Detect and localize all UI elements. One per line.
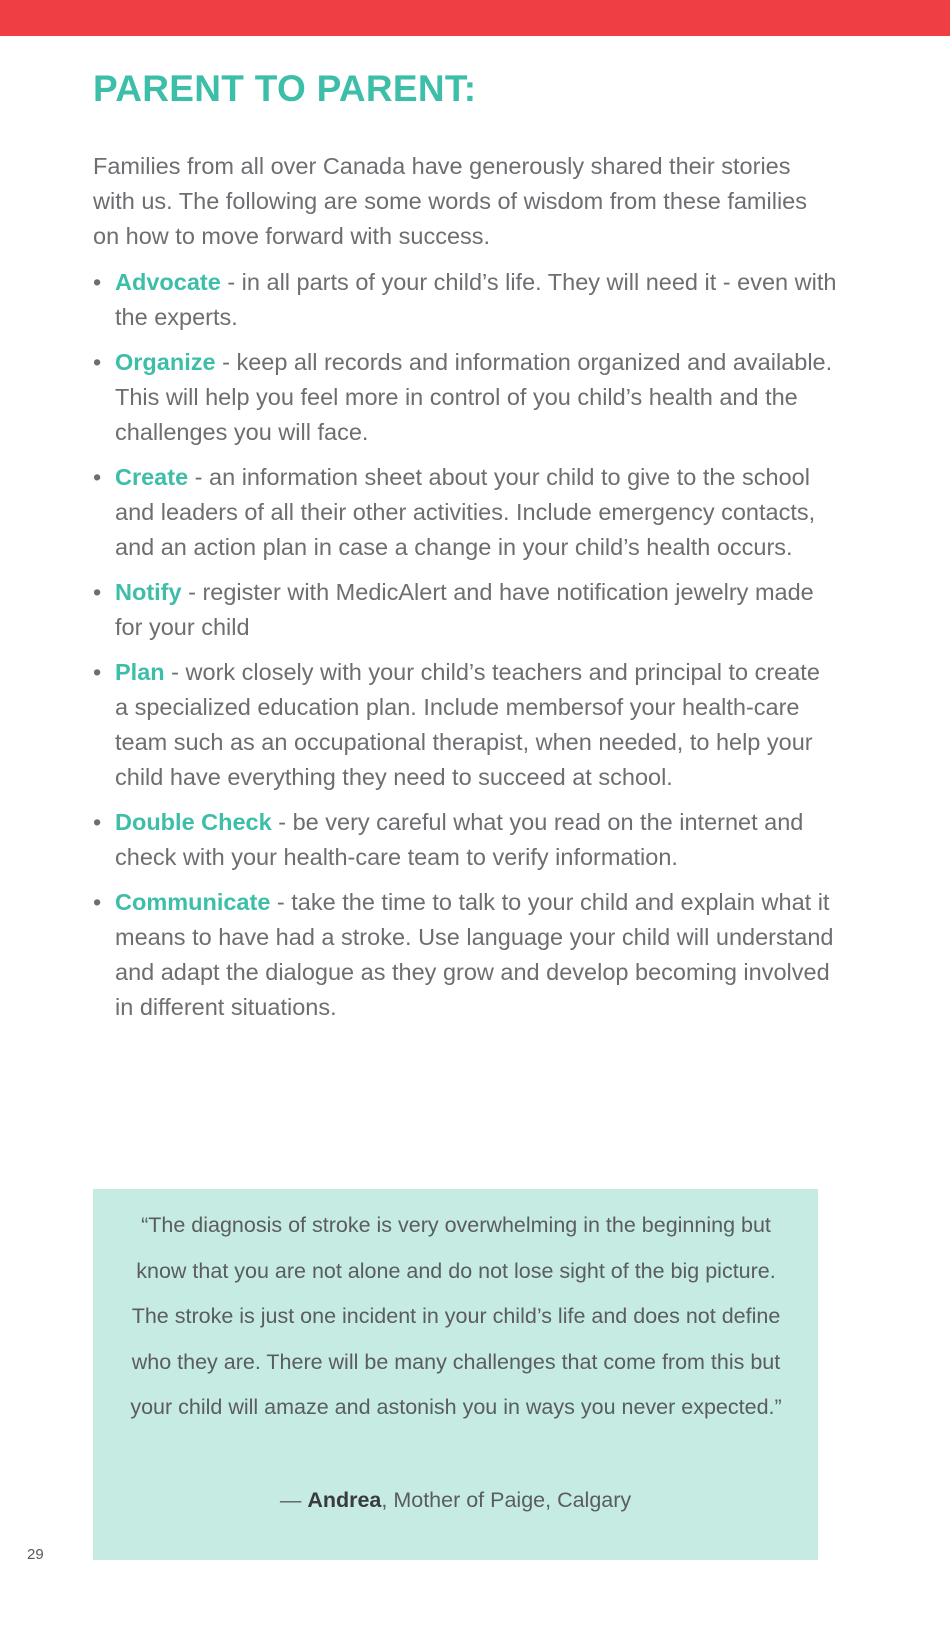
tips-list (93, 265, 838, 1035)
bullet: • (93, 809, 102, 835)
top-color-bar (0, 0, 950, 36)
tip-communicate (93, 885, 838, 1025)
quote-author-detail: , Mother of Paige, Calgary (381, 1488, 632, 1512)
tip-text: - register with MedicAlert and have notification jewelry made for your child (115, 579, 814, 640)
bullet: • (93, 349, 102, 375)
tip-organize (93, 345, 838, 450)
bullet: • (93, 269, 102, 295)
quote-dash: — (279, 1488, 308, 1512)
page-number: 29 (27, 1546, 44, 1563)
tip-term: Advocate (115, 269, 221, 295)
quote-author: Andrea (307, 1488, 382, 1512)
page-title: PARENT TO PARENT: (93, 68, 477, 109)
tip-double-check (93, 805, 838, 875)
tip-term: Create (115, 464, 189, 490)
tip-notify (93, 575, 838, 645)
tip-term: Communicate (115, 889, 271, 915)
tip-plan (93, 655, 838, 795)
tip-text: - work closely with your child’s teachers and principal to create a specialized education plan. Include membersof your health-care team such as an occupational therapist, when needed, to help your child have everything they need to succeed at school. (115, 659, 820, 790)
tip-text: - an information sheet about your child to give to the school and leaders of all their other activities. Include emergency contacts, and an action plan in case a change in your child’s health occurs. (115, 464, 816, 560)
tip-term: Double Check (115, 809, 272, 835)
tip-text: - in all parts of your child’s life. They will need it - even with the experts. (115, 269, 837, 330)
tip-term: Notify (115, 579, 182, 605)
intro-paragraph: Families from all over Canada have generously shared their stories with us. The following are some words of wisdom from these families on how to move forward with success. (93, 153, 807, 249)
tip-term: Plan (115, 659, 165, 685)
tip-create (93, 460, 838, 565)
bullet: • (93, 464, 102, 490)
tip-term: Organize (115, 349, 216, 375)
tip-text: - be very careful what you read on the internet and check with your health-care team to verify information. (115, 809, 804, 870)
tip-text: - keep all records and information organized and available. This will help you feel more in control of you child’s health and the challenges you will face. (115, 349, 833, 445)
quote-text: “The diagnosis of stroke is very overwhelming in the beginning but know that you are not alone and do not lose sight of the big picture. The stroke is just one incident in your child’s life and does not define who they are. There will be many challenges that come from this but your child will amaze and astonish you in ways you never expected.” (130, 1213, 782, 1419)
quote-attribution (93, 1485, 818, 1515)
tip-advocate (93, 265, 838, 335)
bullet: • (93, 659, 102, 685)
tip-text: - take the time to talk to your child and explain what it means to have had a stroke. Use language your child will understand and adapt the dialogue as they grow and develop becoming involved in different situations. (115, 889, 834, 1020)
quote-box (93, 1189, 818, 1560)
bullet: • (93, 579, 102, 605)
bullet: • (93, 889, 102, 915)
